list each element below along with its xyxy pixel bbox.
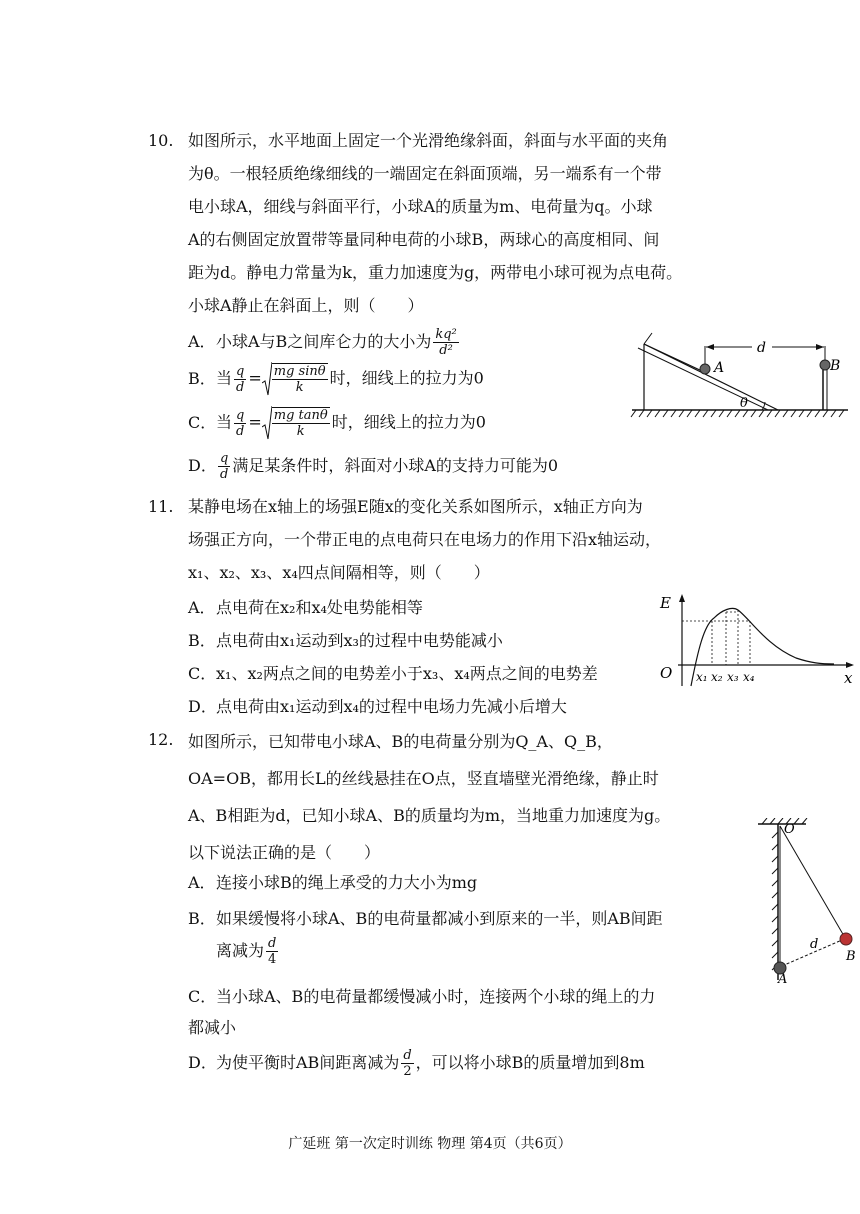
label-d: d — [757, 340, 766, 356]
fraction-denominator: d — [236, 423, 245, 439]
fraction-numerator: d — [403, 1048, 412, 1063]
label-b: B — [846, 949, 856, 964]
q11-option-b[interactable] — [188, 624, 503, 657]
ball-b — [820, 360, 830, 370]
q11-option-a[interactable] — [188, 591, 423, 624]
stem-line: 为θ。一根轻质绝缘细线的一端固定在斜面顶端，另一端系有一个带 — [188, 164, 662, 183]
label-a: A — [778, 972, 788, 987]
ground-hatch — [631, 410, 844, 417]
stem-line: 以下说法正确的是（ ） — [188, 843, 381, 862]
fraction-denominator: d² — [439, 343, 453, 358]
fraction-numerator: d — [268, 936, 277, 951]
option-text: 时，细线上的拉力为0 — [329, 368, 484, 388]
radical-icon — [262, 361, 272, 397]
dim-arrow-right — [816, 344, 824, 350]
stem-line: A、B相距为d，已知小球A、B的质量均为m，当地重力加速度为g。 — [188, 806, 671, 825]
option-text: x₁、x₂两点之间的电势差小于x₃、x₄两点之间的电势差 — [216, 664, 598, 683]
label-x4: x₄ — [743, 670, 755, 684]
option-text: 点电荷由x₁运动到x₃的过程中电势能减小 — [216, 631, 503, 650]
option-text: 点电荷在x₂和x₄处电势能相等 — [216, 598, 423, 617]
q12-option-a[interactable] — [188, 866, 477, 899]
label-o: O — [784, 822, 795, 837]
option-label: A． — [188, 332, 216, 351]
fraction-numerator: mg sinθ — [273, 364, 326, 379]
stem-line: OA=OB，都用长L的丝线悬挂在O点，竖直墙壁光滑绝缘，静止时 — [188, 769, 659, 788]
label-theta: θ — [740, 396, 748, 411]
ball-b — [840, 933, 852, 945]
stem-line: 电小球A，细线与斜面平行，小球A的质量为m、电荷量为q。小球 — [188, 197, 653, 216]
stem-line: 小球A静止在斜面上，则（ ） — [188, 296, 424, 315]
option-label: C． — [188, 664, 217, 683]
question-11 — [148, 490, 718, 589]
incline-figure — [628, 328, 850, 424]
question-stem — [188, 490, 718, 589]
q12-option-b[interactable] — [188, 902, 663, 935]
question-number: 10. — [148, 131, 174, 150]
q12-option-d[interactable] — [188, 1046, 645, 1079]
stem-line: A的右侧固定放置带等量同种电荷的小球B，两球心的高度相同、间 — [188, 230, 660, 249]
option-text: 点电荷由x₁运动到x₄的过程中电场力先减小后增大 — [216, 697, 567, 716]
equals-sign: = — [248, 412, 262, 432]
fraction-numerator: q — [220, 451, 229, 466]
fraction — [433, 327, 458, 358]
option-text: 都减小 — [188, 1018, 237, 1037]
label-e: E — [660, 594, 671, 612]
option-label: D． — [188, 1053, 217, 1072]
dim-arrow-left — [706, 344, 714, 350]
option-label: A． — [188, 873, 216, 892]
fraction — [234, 364, 246, 395]
label-x1: x₁ — [696, 670, 708, 684]
option-text: 离减为 — [216, 941, 265, 960]
q12-option-b-continued — [216, 934, 280, 967]
label-a: A — [714, 360, 725, 376]
equals-sign: = — [248, 368, 262, 388]
question-12 — [148, 723, 718, 871]
fraction-denominator: d — [220, 467, 229, 482]
page-footer: 广延班 第一次定时训练 物理 第4页（共6页） — [288, 1136, 572, 1152]
label-d: d — [810, 937, 819, 952]
option-text: 当 — [216, 412, 233, 432]
stem-line: 某静电场在x轴上的场强E随x的变化关系如图所示，x轴正方向为 — [188, 497, 643, 516]
e-axis-arrow — [679, 594, 685, 602]
question-stem — [188, 124, 718, 322]
option-text: 连接小球B的绳上承受的力大小为mg — [216, 873, 478, 892]
q10-option-b[interactable] — [188, 361, 484, 397]
option-label: B． — [188, 368, 216, 388]
question-10 — [148, 124, 718, 322]
option-label: A． — [188, 598, 216, 617]
string-ob — [780, 826, 844, 936]
q10-option-c[interactable] — [188, 405, 486, 441]
fraction — [266, 936, 278, 967]
stem-line: 距为d。静电力常量为k，重力加速度为g，两带电小球可视为点电荷。 — [188, 263, 683, 282]
label-x: x — [844, 669, 853, 687]
question-stem — [188, 723, 718, 871]
wall-hatch — [772, 832, 778, 970]
option-label: C． — [188, 412, 217, 432]
option-text: 当 — [216, 368, 233, 388]
stem-line: 场强正方向，一个带正电的点电荷只在电场力的作用下沿x轴运动， — [188, 530, 662, 549]
option-text: 当小球A、B的电荷量都缓慢减小时，连接两个小球的绳上的力 — [216, 987, 656, 1006]
fraction-numerator: mg tanθ — [273, 408, 328, 423]
q12-option-c-continued — [188, 1011, 236, 1044]
top-post — [644, 333, 652, 344]
x-axis-arrow — [846, 662, 854, 668]
fraction-denominator: 4 — [268, 952, 277, 967]
pendulum-figure — [748, 818, 858, 988]
label-x2: x₂ — [711, 670, 723, 684]
q10-option-a[interactable] — [188, 325, 461, 358]
option-label: B． — [188, 631, 216, 650]
option-text: 小球A与B之间库仑力的大小为 — [216, 332, 432, 351]
ball-a — [700, 364, 710, 374]
fraction-numerator: q — [236, 407, 245, 423]
string-line — [644, 344, 702, 371]
fraction-numerator: q — [236, 363, 245, 379]
label-o: O — [660, 664, 673, 682]
fraction — [272, 363, 328, 395]
fraction — [234, 408, 246, 439]
q11-option-c[interactable] — [188, 657, 598, 690]
question-number: 12. — [148, 730, 174, 749]
fraction — [218, 451, 230, 482]
fraction — [401, 1048, 413, 1079]
label-b: B — [830, 358, 841, 374]
option-label: C． — [188, 987, 217, 1006]
q10-option-d[interactable] — [188, 449, 558, 482]
option-label: D． — [188, 697, 217, 716]
option-text: 时，细线上的拉力为0 — [331, 412, 486, 432]
option-text: ，可以将小球B的质量增加到8m — [415, 1053, 645, 1072]
stem-line: 如图所示，已知带电小球A、B的电荷量分别为Q_A、Q_B， — [188, 732, 613, 751]
label-x3: x₃ — [727, 670, 739, 684]
option-text: 如果缓慢将小球A、B的电荷量都减小到原来的一半，则AB间距 — [216, 909, 663, 928]
q12-option-c[interactable] — [188, 980, 655, 1013]
option-label: B． — [188, 909, 216, 928]
fraction-denominator: 2 — [403, 1064, 412, 1079]
fraction-denominator: k — [296, 424, 305, 439]
fraction-denominator: d — [236, 379, 245, 395]
option-text: 满足某条件时，斜面对小球A的支持力可能为0 — [232, 456, 559, 475]
stem-line: 如图所示，水平地面上固定一个光滑绝缘斜面，斜面与水平面的夹角 — [188, 131, 669, 150]
incline-outer — [638, 348, 768, 410]
question-number: 11. — [148, 497, 174, 516]
option-label: D． — [188, 456, 217, 475]
stem-line: x₁、x₂、x₃、x₄四点间隔相等，则（ ） — [188, 563, 490, 582]
fraction — [272, 407, 330, 439]
e-x-graph — [656, 590, 856, 690]
option-text: 为使平衡时AB间距离减为 — [216, 1053, 400, 1072]
dashed-guides — [682, 610, 750, 665]
fraction-numerator: kq² — [435, 327, 457, 342]
fraction-denominator: k — [295, 380, 304, 395]
q11-option-d[interactable] — [188, 690, 567, 723]
radical-icon — [262, 405, 272, 441]
